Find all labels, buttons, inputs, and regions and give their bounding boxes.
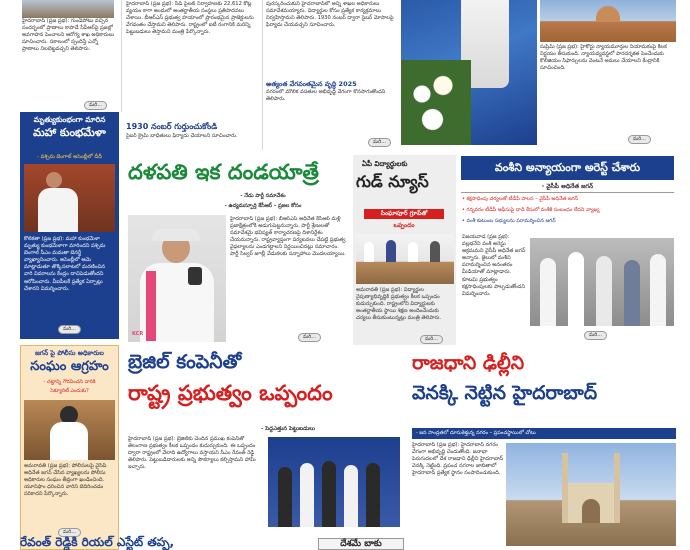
hyd-text: హైదరాబాద్‌ (ప్రజ ప్రభ): హైదరాబాద్‌ నగరం వేగంగా అభివృద్ధి చెందుతోంది. జనాభా పెరుగుదలలో దేశ రాజధాని ఢిల్లీని హైదరాబాద్‌ వెనక్కి నెట్టింది. ప్రపంచ నగరాల జాబితాలో హైదరాబాద్‌ ప్రత్యేక స్థానం సంపాదించుకుంది. bbox=[412, 442, 504, 477]
brazil-sub: - పెద్దఎత్తున పెట్టుబడులు bbox=[261, 426, 315, 432]
vamsi-bullet-1: • కక్షసాధింపు చర్యలతో టీడీపీ పాలన – వైసీపీ అధినేత జగన్‌ bbox=[462, 196, 579, 202]
kcr-sub2: - ఉద్యమస్ఫూర్తి కేసీఆర్‌ – ప్రజల కోసం bbox=[224, 203, 302, 209]
row1-col5-more-button[interactable]: మరి... bbox=[628, 135, 651, 144]
jagan-sub: - చట్టాన్ని గౌరవించని వారికి bbox=[43, 379, 96, 385]
hyd-headline-line1: రాజధాని ఢిల్లీని bbox=[412, 352, 525, 374]
brazil-headline-line1: బ్రెజిల్‌ కంపెనీతో bbox=[128, 351, 242, 373]
kcr-text: హైదరాబాద్‌ (ప్రజ ప్రభ): బీఆర్‌ఎస్‌ అధినేత కేసీఆర్‌ మళ్లీ ప్రజాక్షేత్రంలోకి అడుగుపెట్టనున్నారు. పార్టీ శ్రేణులతో సమావేశమై భవిష్యత్‌ కార్యాచరణపై దిశానిర్దేశం చేయనున్నారు. రాష్ట్రవ్యాప్తంగా పర్యటనలు చేపట్టి ప్రభుత్వ వైఫల్యాలను ఎండగట్టాలని నిర్ణయించినట్లు సమాచారం. పార్టీ సిల్వర్‌ జూబ్లీ వేడుకలకు సన్నాహాలు మొదలయ్యాయి. bbox=[230, 216, 346, 258]
ap-sub2: ఒప్పందం bbox=[393, 222, 415, 229]
jagan-title-line2: సంఘం ఆగ్రహం bbox=[30, 359, 109, 374]
brazil-text: హైదరాబాద్‌ (ప్రజ ప్రభ): బ్రెజిల్‌కు చెందిన ప్రముఖ కంపెనీతో తెలంగాణ ప్రభుత్వం కీలక ఒప్పందం కుదుర్చుకుంది. ఈ ఒప్పందం ద్వారా రాష్ట్రంలో వేలాది ఉద్యోగాలు వస్తాయని సీఎం రేవంత్‌ రెడ్డి తెలిపారు. పెట్టుబడిదారులకు అన్ని సౌకర్యాలు కల్పిస్తామని హామీ ఇచ్చారు. bbox=[128, 436, 256, 471]
ap-text: అమరావతి (ప్రజ ప్రభ): విద్యార్థుల నైపుణ్యాభివృద్ధికి ప్రభుత్వం కీలక ఒప్పందం కుదుర్చుకుంది. రాష్ట్రంలోని విద్యార్థులకు అంతర్జాతీయ స్థాయి శిక్షణ అందించేందుకు చర్యలు తీసుకుంటున్నట్లు మంత్రి తెలిపారు. bbox=[356, 287, 442, 322]
bottom-box-headline: దేశమే బాకు bbox=[318, 538, 404, 550]
jagan-sub2: సెక్యూరిటీ ఎందుకు? bbox=[50, 388, 89, 394]
kcr-photo bbox=[128, 215, 226, 342]
jagan-text: అమరావతి (ప్రజ ప్రభ): పోలీసులపై వైసీపీ అధినేత జగన్‌ చేసిన వ్యాఖ్యలను పోలీసు అధికారుల సంఘం తీవ్రంగా ఖండించింది. యూనిఫాం ధరించిన వారిని బెదిరించడం సరికాదని పేర్కొన్నారు. bbox=[24, 463, 107, 498]
mamata-photo bbox=[24, 164, 115, 232]
mamata-title-line2: మహా కుంభమేళా bbox=[33, 126, 106, 139]
row1-col3-text2: నగరంలో మౌలిక వసతుల అభివృద్ధి వేగంగా కొనసాగుతోందని తెలిపారు. bbox=[266, 89, 386, 103]
revanth-headline: రేవంత్‌ రెడ్డికి రియల్‌ ఎస్టేట్‌ తప్ప, bbox=[20, 535, 175, 549]
hyd-headline-line2: వెనక్కి నెట్టిన హైదరాబాద్‌ bbox=[412, 382, 598, 404]
court-building-photo bbox=[540, 0, 676, 42]
jagan-title-line1: జగన్‌ పై పోలీసు అధికారుల bbox=[35, 349, 104, 357]
row1-col3-more-button[interactable]: మరి... bbox=[368, 138, 391, 147]
vamsi-sub: - వైసీపీ అధినేత జగన్‌ bbox=[541, 183, 594, 190]
row1-col3-text: పురస్కరించుకుని హైదరాబాద్‌లో అన్ని శాఖల అధికారులు సమావేశమయ్యారు. విద్యార్థుల కోసం ప్రత్యేక కార్యక్రమాలు నిర్వహిస్తామని తెలిపారు. 1930 నంబర్‌ ద్వారా సైబర్‌ మోసాలపై ఫిర్యాదు చేయవచ్చని సూచించారు. bbox=[266, 1, 394, 29]
vamsi-bullet-3: • వంశీ కుటుంబ సభ్యులను పరామర్శించిన జగన్‌ bbox=[462, 218, 556, 224]
ap-headline: గుడ్‌ న్యూస్‌ bbox=[356, 172, 429, 191]
ap-more-button[interactable]: మరి... bbox=[420, 335, 443, 344]
jagan-more-button[interactable]: మరి... bbox=[58, 528, 81, 537]
mamata-more-button[interactable]: మరి... bbox=[58, 325, 81, 334]
row1-col2-text2: సైబర్‌ క్రైమ్‌ బాధితులు ఫిర్యాదు చేయాలని సూచించారు. bbox=[126, 133, 238, 139]
ap-sub-badge: సింఘాపూర్‌ గ్రూప్‌తో bbox=[364, 209, 444, 219]
jagan-police-photo bbox=[24, 400, 115, 460]
kcr-more-button[interactable]: మరి... bbox=[298, 333, 321, 342]
mamata-text: కోల్‌కతా (ప్రజ ప్రభ): మహా కుంభమేళా మృత్యు కుంభమేళాగా మారిందని పశ్చిమ బెంగాల్‌ సీఎం మమతా బెనర్జీ వ్యాఖ్యానించారు. అసెంబ్లీలో ఆమె మాట్లాడుతూ తొక్కిసలాటలో మరణించిన వారి వివరాలను కేంద్రం దాచిపెడుతోందని ఆరోపించారు. వీఐపీలకే ప్రత్యేక ఏర్పాట్లు చేశారని విమర్శించారు. bbox=[24, 236, 106, 292]
hyd-sub-bar: - జన సాంద్రతలో దూసుకెళ్తున్న నగరం – ప్రపంచస్థాయిలో చోటు bbox=[412, 428, 676, 439]
top-photo-building bbox=[22, 0, 114, 18]
vamsi-photo bbox=[530, 238, 674, 326]
mamata-title-line1: మృత్యుకుంభంగా మారిన bbox=[33, 115, 106, 124]
vamsi-text: విజయవాడ (ప్రజ ప్రభ): వల్లభనేని వంశీ అరెస్టు అక్రమమని వైసీపీ అధినేత జగన్‌ అన్నారు. జైలులో వంశీని పరామర్శించిన అనంతరం మీడియాతో మాట్లాడారు. కూటమి ప్రభుత్వం కక్షసాధింపులకు పాల్పడుతోందని విమర్శించారు. bbox=[462, 234, 526, 297]
mamata-subtitle: - పశ్చిమ బెంగాల్‌ అసెంబ్లీలో దీదీ bbox=[37, 154, 102, 160]
vamsi-bullet-2: • గన్నవరం టీడీపీ ఆఫీసుపై దాడి కేసులో వంశీకి సంబంధం లేదని వ్యాఖ్య bbox=[462, 207, 600, 213]
charminar-photo bbox=[506, 443, 676, 546]
flower-podium-photo bbox=[401, 0, 537, 145]
vamsi-more-button[interactable]: మరి... bbox=[584, 331, 607, 340]
ap-kicker: ఏపీ విద్యార్థులకు bbox=[362, 160, 408, 168]
row1-col1-text: హైదరాబాద్‌ (ప్రజ ప్రభ): గుండెపోటు వచ్చిన సందర్భంలో ప్రాణాలు కాపాడే సీపీఆర్‌పై ప్రజల్లో అవగాహన పెంచాలని ఆరోగ్య శాఖ అధికారులు సూచించారు. సకాలంలో స్పందిస్తే ఎన్నో ప్రాణాలు నిలబెట్టవచ్చని తెలిపారు. bbox=[22, 18, 115, 53]
kcr-sub1: - నేడు పార్టీ సమావేశం bbox=[240, 193, 286, 199]
row1-col1-more-button[interactable]: మరి... bbox=[84, 101, 107, 110]
row1-col3-subhead: అత్యంత వేగవంతమైన వృద్ధి 2025 bbox=[266, 80, 357, 88]
kcr-photo-caption: KCR bbox=[132, 331, 144, 337]
vamsi-headline-bar: వంశీని అన్యాయంగా అరెస్ట్‌ చేశారు bbox=[461, 156, 674, 180]
row1-col2-subhead: 1930 నంబర్‌ గుర్తుంచుకోండి bbox=[126, 122, 218, 131]
brazil-photo bbox=[268, 437, 400, 527]
brazil-headline-line2: రాష్ట్ర ప్రభుత్వం ఒప్పందం bbox=[128, 381, 333, 405]
row1-col2-text: హైదరాబాద్‌ (ప్రజ ప్రభ): సీడ్‌ పైలట్‌ నిర్వాహణకు 22,612 కోట్ల వ్యయం కాగా అందులో అంతర్జాతీయ సంస్థలు ప్రతిపాదనలు చేశాయి. బీఆర్‌ఎస్‌ ప్రభుత్వ హయాంలో ప్రారంభమైన ప్రాజెక్టులను వేగవంతం చేస్తామని తెలిపారు. రాష్ట్రంలో ఐటీ రంగానికి మరిన్ని పెట్టుబడులు తెస్తామని మంత్రి పేర్కొన్నారు. bbox=[126, 1, 254, 36]
kcr-headline: దళపతి ఇక దండయాత్రే bbox=[128, 160, 319, 184]
row1-col5-text: సుప్రీమ్‌ (ప్రజ ప్రభ): హైకోర్టు న్యాయమూర్తుల నియామకంపై కీలక నిర్ణయం తీసుకుంది. న్యాయవ్యవస్థలో పారదర్శకత పెంచేందుకు కొలీజియం సిఫార్సులను వెంటనే అమలు చేయాలని కేంద్రానికి సూచించింది. bbox=[540, 44, 667, 72]
ap-photo bbox=[356, 234, 454, 284]
